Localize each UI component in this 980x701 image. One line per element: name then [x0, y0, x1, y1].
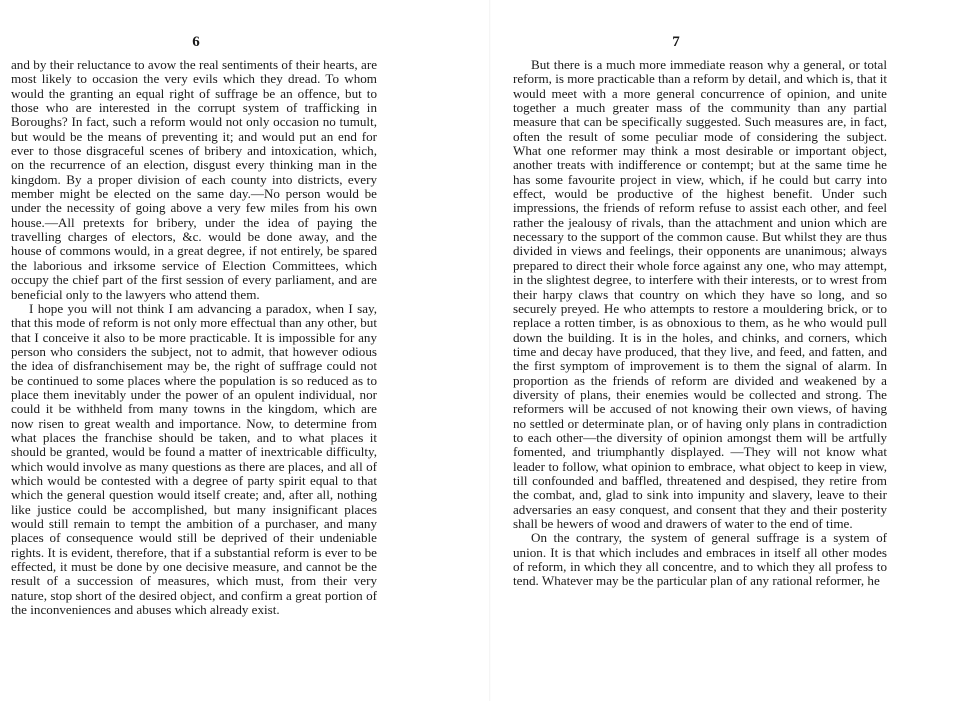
right-text-column — [513, 58, 887, 589]
left-text-column — [11, 58, 377, 617]
right-page — [490, 0, 980, 701]
paragraph: On the contrary, the system of general suffrage is a system of union. It is that which includes and embraces in itself all other modes of reform, in which they all concentre, and to which they all profess to tend. Whatever may be the particular plan of any rational reformer, he — [513, 530, 887, 589]
paragraph: But there is a much more immediate reason why a general, or total reform, is more practicable than a reform by detail, and which is, that it would meet with a more general concurrence of opinion, and unite together a much greater mass of the community than any partial measure that can be specifically suggested. Such measures are, in fact, often the result of some peculiar mode of considering the subject. What one reformer may think a most desirable or important object, another treats with indifference or contempt; but at the same time he has some favourite project in view, which, if he could but carry into effect, would be productive of the highest benefit. Under such impressions, the friends of reform refuse to assist each other, and feel rather the jealousy of rivals, than the attachment and union which are necessary to the support of the common cause. But whilst they are thus divided in views and feelings, their opponents are unanimous; always prepared to direct their whole force against any one, who may attempt, in the slightest degree, to interfere with their interests, or to wrest from their harpy claws that country on which they have so long, and so securely preyed. He who attempts to restore a mouldering brick, or to replace a rotten timber, is as obnoxious to them, as he who would pull down the building. It is in the holes, and chinks, and corners, which time and decay have produced, that they live, and feed, and fatten, and the first symptom of improvement is to them the signal of alarm. In proportion as the friends of reform are divided and weakened by a diversity of plans, their enemies would be collected and strong. The reformers will be accused of not knowing their own views, of having no settled or determinate plan, or of having only plans in contradiction to each other—the diversity of opinion amongst them will be artfully fomented, and triumphantly displayed. —They will not know what leader to follow, what opinion to embrace, what object to keep in view, till confounded and baffled, threatened and despised, they retire from the combat, and, glad to sink into impunity and slavery, leave to their adversaries an easy conquest, and consent that they and their posterity shall be hewers of wood and drawers of water to the end of time. — [513, 57, 887, 531]
paragraph: and by their reluctance to avow the real sentiments of their hearts, are most likely to occasion the very evils which they dread. To whom would the granting an equal right of suffrage be an offence, but to those who are interested in the corrupt system of trafficking in Boroughs? In fact, such a reform would not only occasion no tumult, but would be the means of preventing it; and would put an end for ever to those disgraceful scenes of bribery and intoxication, which, on the recurrence of an election, disgust every thinking man in the kingdom. By a proper division of each county into districts, every member might be elected on the same day.—No person would be under the necessity of going above a very few miles from his own house.—All pretexts for bribery, under the idea of paying the travelling charges of electors, &c. would be done away, and the house of commons would, in a great degree, if not entirely, be spared the laborious and irksome service of Election Committees, which occupy the chief part of the first session of every parliament, and are beneficial only to the lawyers who attend them. — [11, 57, 377, 302]
paragraph: I hope you will not think I am advancing a paradox, when I say, that this mode of reform is not only more effectual than any other, but that I conceive it also to be more practicable. It is impossible for any person who considers the subject, not to admit, that however odious the idea of disfranchisement may be, the right of suffrage could not be continued to some places where the population is so reduced as to place them inevitably under the power of an opulent individual, nor could it be withheld from many towns in the kingdom, which are now risen to great wealth and importance. Now, to determine from what places the franchise should be taken, and to what places it should be granted, would be found a matter of inextricable difficulty, which would involve as many questions as there are places, and all of which would be contested with a degree of party spirit equal to that which the general question would itself create; and, after all, nothing like justice could be accomplished, but many insignificant places would still remain to tempt the ambition of a purchaser, and many places of consequence would still be deprived of their undeniable rights. It is evident, therefore, that if a substantial reform is ever to be effected, it must be done by one decisive measure, and cannot be the result of a succession of measures, which must, from their very nature, stop short of the desired object, and confirm a great portion of the inconveniences and abuses which already exist. — [11, 300, 377, 618]
page-number-left: 6 — [192, 34, 200, 50]
page-number-right: 7 — [672, 34, 680, 50]
